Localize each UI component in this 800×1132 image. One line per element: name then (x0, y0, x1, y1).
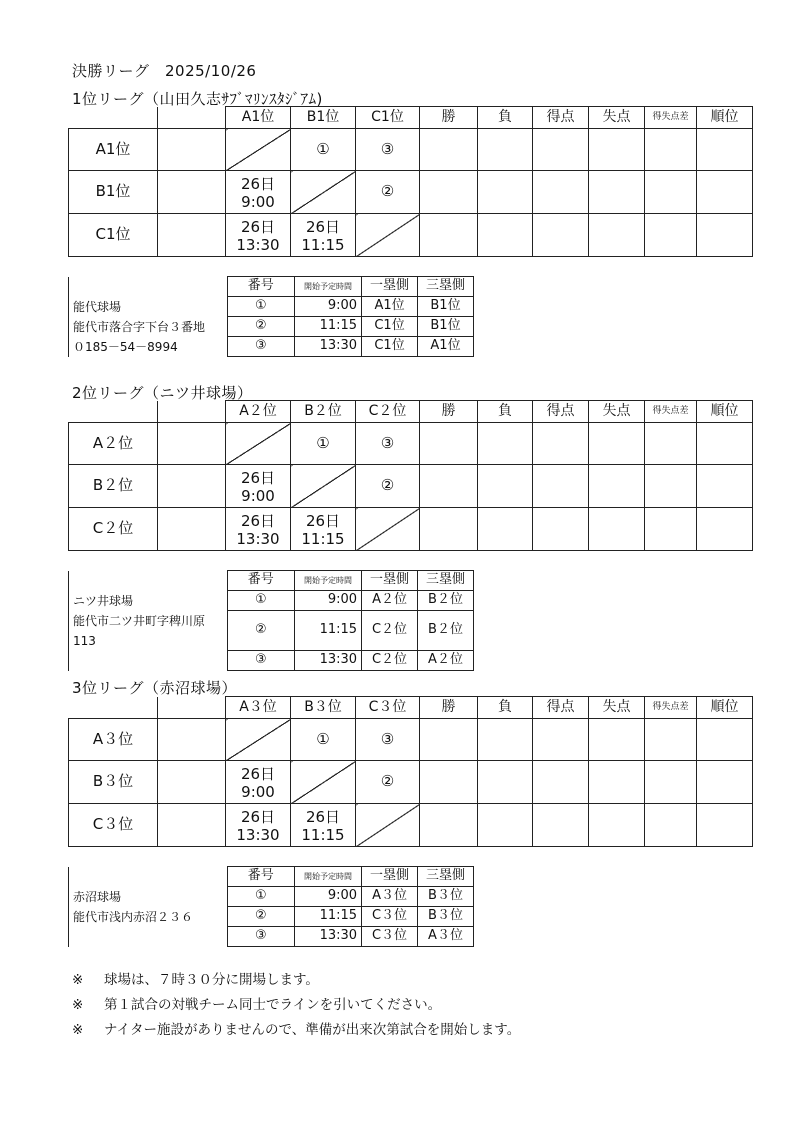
result-cell[interactable] (478, 129, 533, 171)
result-cell[interactable] (645, 171, 697, 214)
match-text: 26日 (240, 511, 276, 530)
match-text: 11:15 (301, 825, 345, 844)
note-text: 球場は、７時３０分に開場します。 (104, 972, 319, 988)
result-cell[interactable] (533, 719, 589, 761)
note-item (72, 993, 520, 1018)
first-base-side: A1位 (362, 297, 418, 317)
game-start-time: 9:00 (294, 591, 361, 611)
result-cell[interactable] (697, 129, 753, 171)
match-cell (291, 719, 356, 761)
team-blank-cell (158, 423, 226, 465)
blank-cell (69, 697, 158, 719)
result-cell[interactable] (420, 465, 478, 508)
league-header-row (69, 697, 753, 719)
team-blank-cell (158, 171, 226, 214)
match-text: ③ (380, 433, 395, 452)
game-row (69, 927, 474, 947)
note-item (72, 968, 520, 993)
first-base-side: C３位 (362, 927, 418, 947)
match-text: 13:30 (236, 235, 280, 254)
third-base-side: B３位 (418, 887, 474, 907)
column-header: 失点 (589, 401, 645, 423)
column-header: 得失点差 (645, 107, 697, 129)
game-start-time: 9:00 (294, 887, 361, 907)
column-header: 失点 (589, 697, 645, 719)
match-text: ① (316, 729, 330, 748)
info-column-header: 番号 (227, 571, 294, 591)
note-mark: ※ (72, 972, 84, 988)
game-number: ③ (227, 927, 294, 947)
team-blank-cell (158, 508, 226, 551)
team-row (69, 129, 753, 171)
column-header: 負 (478, 107, 533, 129)
team-name: A２位 (69, 423, 158, 465)
third-base-side: B1位 (418, 297, 474, 317)
column-header: 順位 (697, 401, 753, 423)
first-base-side: C２位 (362, 611, 418, 651)
result-cell[interactable] (420, 171, 478, 214)
result-cell[interactable] (420, 129, 478, 171)
team-name: B1位 (69, 171, 158, 214)
match-text: 9:00 (241, 782, 275, 801)
result-cell[interactable] (589, 423, 645, 465)
result-cell[interactable] (589, 129, 645, 171)
info-header-row (69, 571, 474, 591)
match-text: ② (380, 182, 395, 201)
game-start-time: 11:15 (294, 611, 361, 651)
info-header-row (69, 867, 474, 887)
note-text: 第１試合の対戦チーム同士でラインを引いてください。 (104, 997, 442, 1013)
first-base-side: A２位 (362, 591, 418, 611)
team-row (69, 804, 753, 847)
match-text: 26日 (240, 807, 276, 826)
result-cell[interactable] (697, 171, 753, 214)
result-cell[interactable] (589, 214, 645, 257)
self-match-cell (291, 171, 356, 214)
note-item (72, 1018, 520, 1043)
result-cell[interactable] (589, 761, 645, 804)
game-number: ① (227, 887, 294, 907)
result-cell[interactable] (478, 423, 533, 465)
league-header-row (69, 107, 753, 129)
match-text: 9:00 (241, 192, 275, 211)
venue-address: 能代市落合字下台３番地 (69, 317, 228, 337)
league-title: 2位リーグ（ニツ井球場） (72, 384, 253, 402)
result-cell[interactable] (478, 719, 533, 761)
game-number: ③ (227, 651, 294, 671)
team-row (69, 465, 753, 508)
team-blank-cell (158, 465, 226, 508)
team-row (69, 423, 753, 465)
venue-info-table (68, 570, 474, 671)
match-cell (226, 171, 291, 214)
result-cell[interactable] (478, 465, 533, 508)
column-header: 勝 (420, 107, 478, 129)
note-mark: ※ (72, 997, 84, 1013)
result-cell[interactable] (420, 423, 478, 465)
game-number: ③ (227, 337, 294, 357)
match-cell (356, 171, 420, 214)
team-name: C1位 (69, 214, 158, 257)
column-header: 得失点差 (645, 401, 697, 423)
column-header: C1位 (356, 107, 420, 129)
venue-name: ニツ井球場 (69, 591, 228, 611)
match-cell (291, 423, 356, 465)
game-start-time: 13:30 (294, 927, 361, 947)
result-cell[interactable] (589, 804, 645, 847)
venue-info-table (68, 276, 474, 357)
blank-cell (158, 107, 226, 129)
team-blank-cell (158, 719, 226, 761)
match-text: 26日 (240, 764, 276, 783)
result-cell[interactable] (533, 171, 589, 214)
column-header: 負 (478, 697, 533, 719)
venue-name: 能代球場 (69, 297, 228, 317)
team-name: A３位 (69, 719, 158, 761)
game-row (69, 337, 474, 357)
game-start-time: 11:15 (294, 317, 361, 337)
result-cell[interactable] (478, 214, 533, 257)
result-cell[interactable] (420, 214, 478, 257)
result-cell[interactable] (533, 214, 589, 257)
match-text: ① (316, 139, 330, 158)
result-cell[interactable] (645, 719, 697, 761)
match-text: 26日 (240, 468, 276, 487)
match-text: 9:00 (241, 486, 275, 505)
result-cell[interactable] (478, 804, 533, 847)
info-column-header: 開始予定時間 (294, 571, 361, 591)
column-header: 得失点差 (645, 697, 697, 719)
result-cell[interactable] (697, 761, 753, 804)
game-row (69, 907, 474, 927)
self-match-cell (291, 761, 356, 804)
team-row (69, 761, 753, 804)
match-text: ① (316, 433, 330, 452)
result-cell[interactable] (589, 719, 645, 761)
game-number: ① (227, 591, 294, 611)
game-row (69, 591, 474, 611)
team-blank-cell (158, 129, 226, 171)
match-cell (226, 465, 291, 508)
note-text: ナイター施設がありませんので、準備が出来次第試合を開始します。 (104, 1022, 521, 1038)
result-cell[interactable] (533, 129, 589, 171)
match-text: 26日 (240, 174, 276, 193)
column-header: 勝 (420, 401, 478, 423)
info-header-row (69, 277, 474, 297)
team-row (69, 171, 753, 214)
game-row (69, 611, 474, 651)
game-start-time: 9:00 (294, 297, 361, 317)
result-cell[interactable] (420, 508, 478, 551)
match-cell (356, 761, 420, 804)
venue-blank (69, 277, 228, 297)
game-number: ② (227, 317, 294, 337)
info-column-header: 開始予定時間 (294, 277, 361, 297)
result-cell[interactable] (589, 465, 645, 508)
match-text: 11:15 (301, 529, 345, 548)
info-column-header: 一塁側 (362, 277, 418, 297)
result-cell[interactable] (533, 508, 589, 551)
column-header: C２位 (356, 401, 420, 423)
info-column-header: 一塁側 (362, 867, 418, 887)
column-header: B２位 (291, 401, 356, 423)
match-text: ② (380, 476, 395, 495)
first-base-side: A３位 (362, 887, 418, 907)
self-match-cell (226, 129, 291, 171)
game-row (69, 887, 474, 907)
self-match-cell (226, 423, 291, 465)
match-cell (226, 804, 291, 847)
result-cell[interactable] (589, 171, 645, 214)
third-base-side: A２位 (418, 651, 474, 671)
venue-name: 赤沼球場 (69, 887, 228, 907)
league-title: 1位リーグ（山田久志ｻﾌﾞﾏﾘﾝｽﾀｼﾞｱﾑ) (72, 90, 323, 108)
team-blank-cell (158, 214, 226, 257)
venue-address: 能代市浅内赤沼２３６ (69, 907, 228, 927)
team-row (69, 719, 753, 761)
team-name: A1位 (69, 129, 158, 171)
info-column-header: 一塁側 (362, 571, 418, 591)
game-row (69, 317, 474, 337)
game-row (69, 297, 474, 317)
venue-blank (69, 867, 228, 887)
blank-cell (69, 107, 158, 129)
league-header-row (69, 401, 753, 423)
match-text: 26日 (305, 217, 341, 236)
column-header: 失点 (589, 107, 645, 129)
third-base-side: B３位 (418, 907, 474, 927)
venue-phone (69, 651, 228, 671)
result-cell[interactable] (420, 719, 478, 761)
result-cell[interactable] (420, 804, 478, 847)
team-name: B３位 (69, 761, 158, 804)
info-column-header: 三塁側 (418, 867, 474, 887)
result-cell[interactable] (697, 465, 753, 508)
team-row (69, 508, 753, 551)
self-match-cell (356, 508, 420, 551)
match-text: 26日 (240, 217, 276, 236)
result-cell[interactable] (697, 804, 753, 847)
result-cell[interactable] (697, 214, 753, 257)
match-text: ② (380, 772, 395, 791)
column-header: B３位 (291, 697, 356, 719)
match-text: 13:30 (236, 825, 280, 844)
third-base-side: B1位 (418, 317, 474, 337)
result-cell[interactable] (478, 171, 533, 214)
info-column-header: 開始予定時間 (294, 867, 361, 887)
third-base-side: B２位 (418, 591, 474, 611)
match-cell (356, 465, 420, 508)
result-cell[interactable] (697, 508, 753, 551)
note-mark: ※ (72, 1022, 84, 1038)
league-table (68, 696, 753, 847)
info-column-header: 番号 (227, 277, 294, 297)
result-cell[interactable] (478, 508, 533, 551)
venue-phone: ０185－54－8994 (69, 337, 228, 357)
column-header: A３位 (226, 697, 291, 719)
blank-cell (158, 697, 226, 719)
result-cell[interactable] (645, 214, 697, 257)
match-text: ③ (380, 139, 395, 158)
column-header: 順位 (697, 697, 753, 719)
self-match-cell (226, 719, 291, 761)
venue-blank (69, 571, 228, 591)
first-base-side: C２位 (362, 651, 418, 671)
game-row (69, 651, 474, 671)
match-text: 11:15 (301, 235, 345, 254)
result-cell[interactable] (645, 465, 697, 508)
match-cell (291, 804, 356, 847)
game-start-time: 13:30 (294, 337, 361, 357)
game-start-time: 11:15 (294, 907, 361, 927)
match-cell (291, 508, 356, 551)
self-match-cell (356, 214, 420, 257)
result-cell[interactable] (697, 719, 753, 761)
info-column-header: 三塁側 (418, 277, 474, 297)
game-number: ② (227, 907, 294, 927)
match-text: 26日 (305, 511, 341, 530)
info-column-header: 三塁側 (418, 571, 474, 591)
first-base-side: C1位 (362, 317, 418, 337)
league-title: 3位リーグ（赤沼球場） (72, 679, 238, 697)
column-header: 勝 (420, 697, 478, 719)
match-cell (226, 761, 291, 804)
game-number: ① (227, 297, 294, 317)
team-name: B２位 (69, 465, 158, 508)
result-cell[interactable] (533, 761, 589, 804)
column-header: 得点 (533, 107, 589, 129)
result-cell[interactable] (645, 761, 697, 804)
third-base-side: B２位 (418, 611, 474, 651)
match-cell (226, 214, 291, 257)
team-name: C３位 (69, 804, 158, 847)
venue-info-table (68, 866, 474, 947)
match-text: 13:30 (236, 529, 280, 548)
game-start-time: 13:30 (294, 651, 361, 671)
match-text: ③ (380, 729, 395, 748)
result-cell[interactable] (589, 508, 645, 551)
column-header: A２位 (226, 401, 291, 423)
venue-address: 能代市二ツ井町字稗川原113 (69, 611, 228, 651)
column-header: B1位 (291, 107, 356, 129)
first-base-side: C1位 (362, 337, 418, 357)
info-column-header: 番号 (227, 867, 294, 887)
match-cell (356, 719, 420, 761)
result-cell[interactable] (533, 465, 589, 508)
blank-cell (69, 401, 158, 423)
third-base-side: A３位 (418, 927, 474, 947)
game-number: ② (227, 611, 294, 651)
team-name: C２位 (69, 508, 158, 551)
result-cell[interactable] (420, 761, 478, 804)
column-header: 得点 (533, 697, 589, 719)
notes (72, 968, 520, 1043)
team-blank-cell (158, 761, 226, 804)
result-cell[interactable] (645, 129, 697, 171)
result-cell[interactable] (645, 423, 697, 465)
match-cell (291, 129, 356, 171)
column-header: A1位 (226, 107, 291, 129)
result-cell[interactable] (697, 423, 753, 465)
column-header: C３位 (356, 697, 420, 719)
first-base-side: C３位 (362, 907, 418, 927)
team-row (69, 214, 753, 257)
third-base-side: A1位 (418, 337, 474, 357)
match-cell (226, 508, 291, 551)
league-table (68, 106, 753, 257)
result-cell[interactable] (478, 761, 533, 804)
page-title: 決勝リーグ 2025/10/26 (72, 62, 257, 80)
column-header: 順位 (697, 107, 753, 129)
self-match-cell (356, 804, 420, 847)
league-table (68, 400, 753, 551)
column-header: 得点 (533, 401, 589, 423)
match-cell (291, 214, 356, 257)
blank-cell (158, 401, 226, 423)
result-cell[interactable] (645, 508, 697, 551)
self-match-cell (291, 465, 356, 508)
venue-phone (69, 927, 228, 947)
result-cell[interactable] (533, 804, 589, 847)
match-cell (356, 129, 420, 171)
result-cell[interactable] (533, 423, 589, 465)
team-blank-cell (158, 804, 226, 847)
result-cell[interactable] (645, 804, 697, 847)
match-cell (356, 423, 420, 465)
match-text: 26日 (305, 807, 341, 826)
column-header: 負 (478, 401, 533, 423)
